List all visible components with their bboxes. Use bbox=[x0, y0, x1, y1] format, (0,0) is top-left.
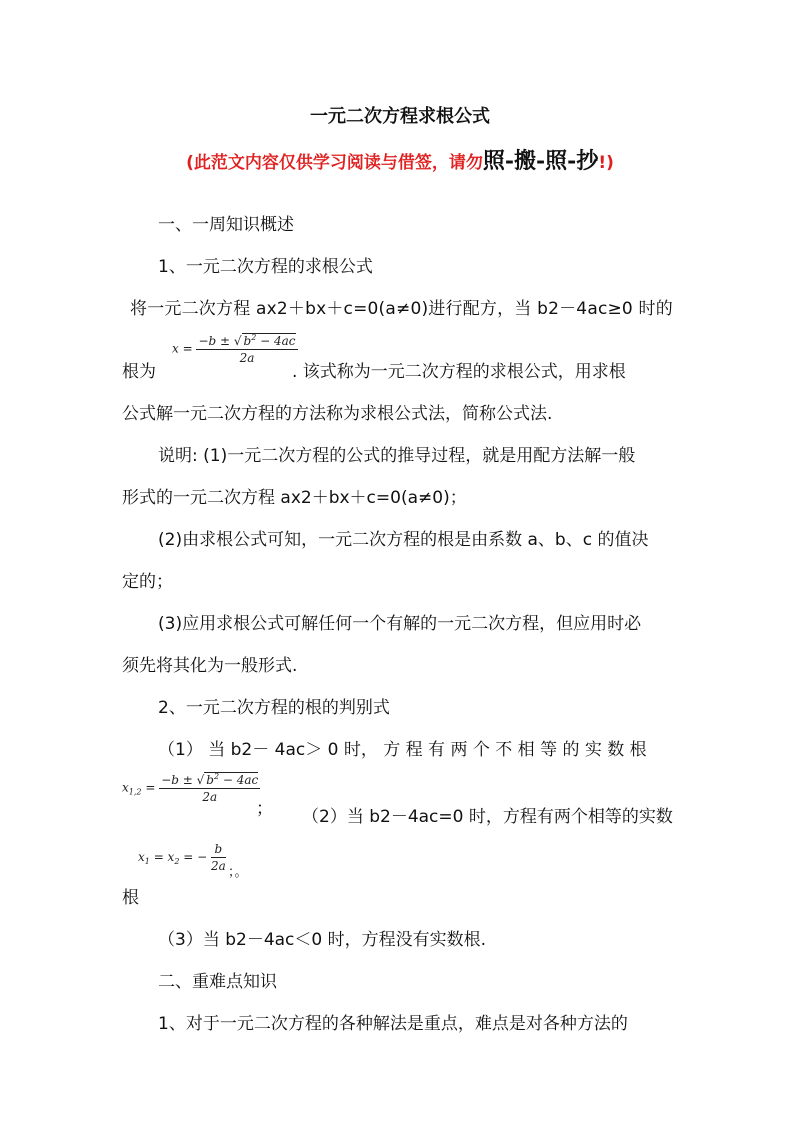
paragraph-line: （1） 当 b2－ 4ac＞ 0 时， 方 程 有 两 个 不 相 等 的 实 数 根 bbox=[158, 740, 647, 760]
formula-numerator: b bbox=[211, 842, 226, 858]
warning-prefix: (此范文内容仅供学习阅读与借签，请勿 bbox=[186, 153, 483, 173]
paragraph-line: （3）当 b2－4ac＜0 时，方程没有实数根. bbox=[158, 930, 487, 950]
formula-denominator: 2a bbox=[239, 351, 255, 365]
formula-numerator: −b ± √ $b^2 - 4ac$ bbox=[198, 333, 296, 348]
paragraph-line: 根 bbox=[122, 888, 139, 908]
paragraph-line: 根为 bbox=[122, 362, 156, 382]
equal-roots-formula: $x_1 = x_2$ = − $\frac{b}{2a}$ bbox=[138, 842, 226, 873]
heading-key-points: 二、重难点知识 bbox=[158, 972, 277, 992]
punctuation: ； bbox=[256, 799, 273, 819]
distinct-roots-formula: $x_{1,2}$ = $\frac{-b \pm √ b^2 - 4ac}{2a}$ bbox=[122, 772, 259, 804]
paragraph-line: 须先将其化为一般形式. bbox=[122, 656, 298, 676]
paragraph-line: 公式解一元二次方程的方法称为求根公式法，简称公式法. bbox=[122, 404, 553, 424]
formula-numerator: −b ± √ $b^2 - 4ac$ bbox=[161, 772, 259, 787]
sqrt-symbol: √ bbox=[196, 773, 205, 787]
doc-title: 一元二次方程求根公式 bbox=[310, 106, 490, 127]
paragraph-line: （2）当 b2－4ac=0 时，方程有两个相等的实数 bbox=[302, 807, 673, 827]
paragraph-line: 形式的一元二次方程 ax2＋bx＋c=0(a≠0)； bbox=[122, 488, 467, 508]
formula-denominator: 2a bbox=[202, 790, 218, 804]
root-formula bbox=[172, 333, 298, 365]
paragraph-line: . 该式称为一元二次方程的求根公式，用求根 bbox=[292, 362, 626, 382]
formula-fraction bbox=[211, 842, 226, 873]
paragraph-line: (3)应用求根公式可解任何一个有解的一元二次方程，但应用时必 bbox=[158, 614, 642, 634]
paragraph-line: 将一元二次方程 ax2＋bx＋c=0(a≠0)进行配方，当 b2－4ac≥0 时的 bbox=[130, 299, 673, 319]
formula-fraction bbox=[196, 333, 297, 365]
formula-fraction bbox=[159, 772, 260, 804]
paragraph-line: (2)由求根公式可知，一元二次方程的根是由系数 a、b、c 的值决 bbox=[158, 530, 649, 550]
warning-suffix: !) bbox=[598, 153, 614, 173]
paragraph-line: 定的； bbox=[122, 572, 173, 592]
punctuation: ；。 bbox=[228, 865, 248, 880]
heading-overview: 一、一周知识概述 bbox=[158, 215, 294, 235]
warning-emphasis: 照-搬-照-抄 bbox=[482, 148, 599, 174]
copy-warning bbox=[0, 150, 800, 174]
paragraph-line: 说明: (1)一元二次方程的公式的推导过程，就是用配方法解一般 bbox=[158, 446, 636, 466]
subheading-root-formula: 1、一元二次方程的求根公式 bbox=[158, 257, 373, 277]
paragraph-line: 1、对于一元二次方程的各种解法是重点，难点是对各种方法的 bbox=[158, 1014, 628, 1034]
formula-denominator: 2a bbox=[211, 859, 226, 873]
subheading-discriminant: 2、一元二次方程的根的判别式 bbox=[158, 698, 390, 718]
formula-lhs: x = bbox=[172, 341, 193, 356]
sqrt-symbol: √ bbox=[233, 334, 242, 348]
